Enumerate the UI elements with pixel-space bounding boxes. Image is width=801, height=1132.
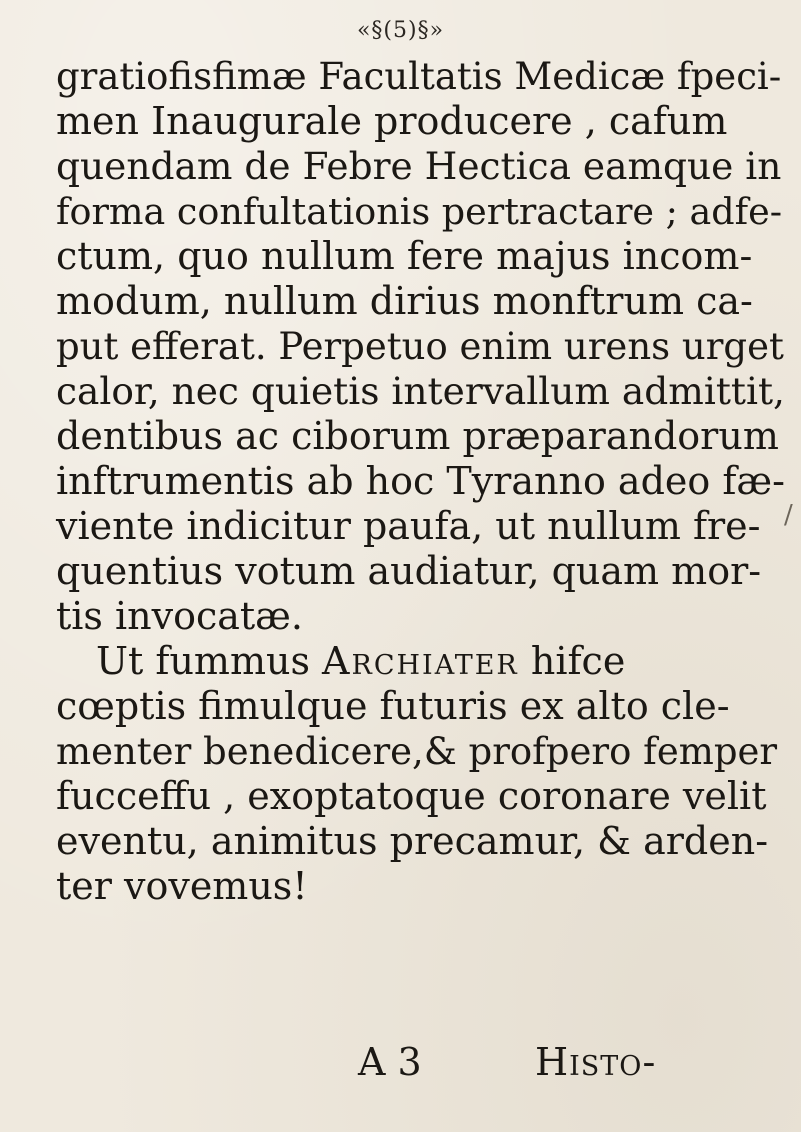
page-number-ornament: «§(5)§» bbox=[356, 18, 445, 43]
paragraph-2-first-line bbox=[56, 639, 786, 684]
text-line: men Inaugurale producere , cafum bbox=[56, 99, 728, 143]
page-footer bbox=[0, 1040, 801, 1100]
text-line: forma confultationis pertractare ; adfe- bbox=[56, 190, 783, 233]
para2-end: hifce bbox=[518, 639, 626, 683]
text-line: dentibus ac ciborum præparandorum bbox=[56, 414, 779, 458]
text-line: menter benedicere,& profpero femper bbox=[56, 730, 778, 773]
body-text bbox=[56, 54, 786, 909]
text-line: modum, nullum dirius monftrum ca- bbox=[56, 279, 753, 323]
text-line: viente indicitur paufa, ut nullum fre- bbox=[56, 504, 761, 548]
archiater-word: Archiater bbox=[322, 639, 519, 683]
text-line: eventu, animitus precamur, & arden- bbox=[56, 819, 769, 863]
text-line: gratiofisfimæ Facultatis Medicæ fpeci- bbox=[56, 55, 782, 98]
text-line: ctum, quo nullum fere majus incom- bbox=[56, 234, 753, 278]
text-line: inftrumentis ab hoc Tyranno adeo fæ- bbox=[56, 459, 785, 503]
text-line: quentius votum audiatur, quam mor- bbox=[56, 549, 762, 593]
para2-start: Ut fummus bbox=[96, 639, 323, 683]
text-line: put efferat. Perpetuo enim urens urget bbox=[56, 325, 784, 368]
text-line: quendam de Febre Hectica eamque in bbox=[56, 144, 782, 188]
text-line: fucceffu , exoptatoque coronare velit bbox=[56, 774, 767, 818]
text-line: ter vovemus! bbox=[56, 864, 308, 908]
text-line: cœptis fimulque futuris ex alto cle- bbox=[56, 684, 730, 728]
text-line: calor, nec quietis intervallum admittit, bbox=[56, 369, 785, 413]
signature-mark: A 3 bbox=[358, 1040, 422, 1084]
margin-mark: / bbox=[784, 500, 793, 530]
catchword: Histo- bbox=[535, 1040, 657, 1084]
text-line: tis invocatæ. bbox=[56, 594, 303, 638]
